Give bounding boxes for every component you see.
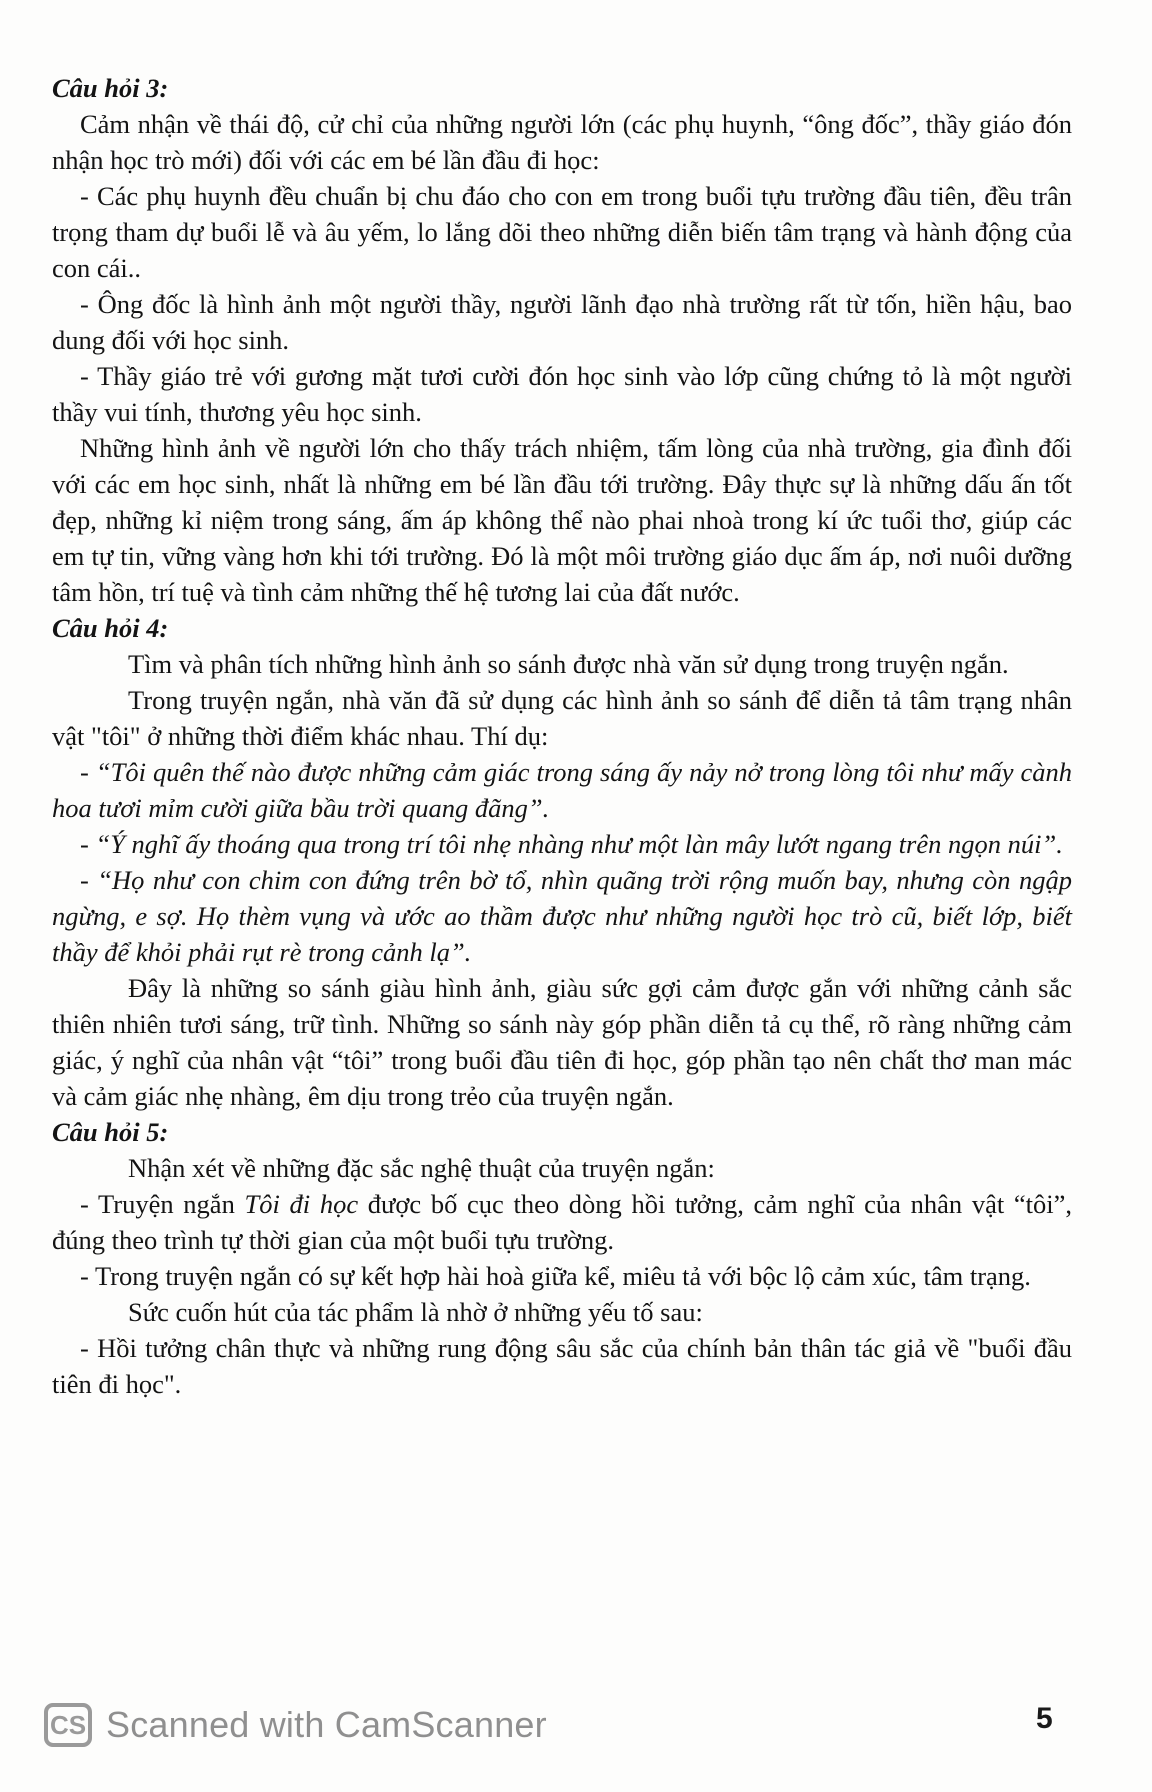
- q3-item-teacher: - Thầy giáo trẻ với gương mặt tươi cười đón học sinh vào lớp cũng chứng tỏ là một người thầy vui tính, thương yêu học sinh.: [52, 361, 1072, 427]
- q5-intro: Nhận xét về những đặc sắc nghệ thuật của truyện ngắn:: [128, 1153, 715, 1183]
- q5-item1-pre: - Truyện ngắn: [80, 1189, 245, 1219]
- camscanner-text: Scanned with CamScanner: [106, 1704, 547, 1745]
- heading-question-3: Câu hỏi 3:: [52, 73, 169, 103]
- q4-quote-cloud: - “Ý nghĩ ấy thoáng qua trong trí tôi nhẹ nhàng như một làn mây lướt ngang trên ngọn núi”.: [80, 829, 1063, 859]
- q3-item-parents: - Các phụ huynh đều chuẩn bị chu đáo cho con em trong buổi tựu trường đầu tiên, đều trân trọng tham dự buổi lễ và âu yếm, lo lắng dõi theo những diễn biến tâm trạng và hành động của con cái..: [52, 181, 1072, 283]
- camscanner-logo-icon: CS: [44, 1703, 92, 1747]
- q3-item-principal: - Ông đốc là hình ảnh một người thầy, người lãnh đạo nhà trường rất từ tốn, hiền hậu, bao dung đối với học sinh.: [52, 289, 1072, 355]
- q4-intro: Trong truyện ngắn, nhà văn đã sử dụng các hình ảnh so sánh để diễn tả tâm trạng nhân vật "tôi" ở những thời điểm khác nhau. Thí dụ:: [52, 685, 1072, 751]
- q4-quote-bird: - “Họ như con chim con đứng trên bờ tổ, nhìn quãng trời rộng muốn bay, nhưng còn ngập ngừng, e sợ. Họ thèm vụng và ước ao thầm được như những người học trò cũ, biết lớp, biết thầy để khỏi phải rụt rè trong cảnh lạ”.: [52, 865, 1072, 967]
- q3-intro: Cảm nhận về thái độ, cử chỉ của những người lớn (các phụ huynh, “ông đốc”, thầy giáo đón nhận học trò mới) đối với các em bé lần đầu đi học:: [52, 109, 1072, 175]
- q4-task: Tìm và phân tích những hình ảnh so sánh được nhà văn sử dụng trong truyện ngắn.: [128, 649, 1009, 679]
- q4-analysis: Đây là những so sánh giàu hình ảnh, giàu sức gợi cảm được gắn với những cảnh sắc thiên nhiên tươi sáng, trữ tình. Những so sánh này góp phần diễn tả cụ thể, rõ ràng những cảm giác, ý nghĩ của nhân vật “tôi” trong buổi đầu tiên đi học, góp phần tạo nên chất thơ man mác và cảm giác nhẹ nhàng, êm dịu trong trẻo của truyện ngắn.: [52, 973, 1072, 1111]
- q3-summary: Những hình ảnh về người lớn cho thấy trách nhiệm, tấm lòng của nhà trường, gia đình đối với các em học sinh, nhất là những em bé lần đầu tới trường. Đây thực sự là những dấu ấn tốt đẹp, những kỉ niệm trong sáng, ấm áp không thể nào phai nhoà trong kí ức tuổi thơ, giúp các em tự tin, vững vàng hơn khi tới trường. Đó là một môi trường giáo dục ấm áp, nơi nuôi dưỡng tâm hồn, trí tuệ và tình cảm những thế hệ tương lai của đất nước.: [52, 433, 1072, 607]
- q5-item-narration: - Trong truyện ngắn có sự kết hợp hài hoà giữa kể, miêu tả với bộc lộ cảm xúc, tâm trạng.: [80, 1261, 1031, 1291]
- page-number: 5: [1036, 1702, 1053, 1735]
- heading-question-5: Câu hỏi 5:: [52, 1117, 169, 1147]
- document-body: [52, 70, 1072, 1402]
- q5-item-recollection: - Hồi tưởng chân thực và những rung động sâu sắc của chính bản thân tác giả về "buổi đầu tiên đi học".: [52, 1333, 1072, 1399]
- q4-quote-flowers: - “Tôi quên thế nào được những cảm giác trong sáng ấy nảy nở trong lòng tôi như mấy cành hoa tươi mỉm cười giữa bầu trời quang đãng”.: [52, 757, 1072, 823]
- q5-appeal: Sức cuốn hút của tác phẩm là nhờ ở những yếu tố sau:: [128, 1297, 703, 1327]
- heading-question-4: Câu hỏi 4:: [52, 613, 169, 643]
- story-title: Tôi đi học: [244, 1189, 359, 1219]
- q5-item-structure: [52, 1186, 1072, 1258]
- camscanner-watermark: [44, 1703, 547, 1747]
- q5-item1-post: được bố cục theo dòng hồi tưởng, cảm nghĩ của nhân vật “tôi”, đúng theo trình tự thời gian của một buổi tựu trường.: [52, 1189, 1072, 1255]
